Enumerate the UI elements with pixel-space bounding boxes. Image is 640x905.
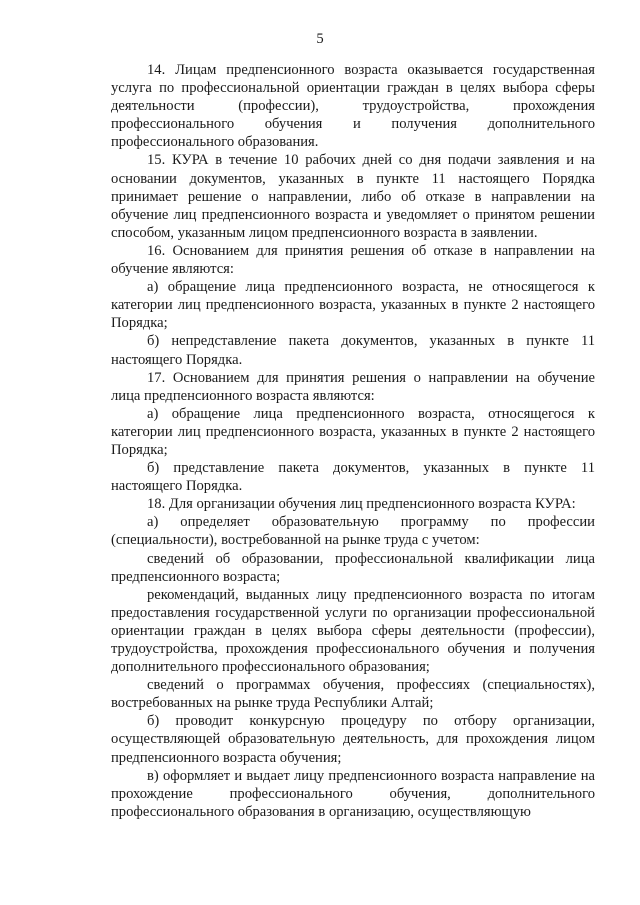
paragraph-18-a-item-1: сведений об образовании, профессиональной квалификации лица предпенсионного возраста;: [111, 550, 595, 585]
page-number: 5: [316, 31, 324, 47]
paragraph-18-a: а) определяет образовательную программу по профессии (специальности), востребованной на рынке труда с учетом:: [111, 514, 595, 549]
paragraph-16-a: а) обращение лица предпенсионного возраста, не относящегося к категории лиц предпенсионного возраста, указанных в пункте 2 настоящего Порядка;: [111, 279, 595, 332]
paragraph-18-b: б) проводит конкурсную процедуру по отбору организации, осуществляющей образовательную деятельность, для прохождения лицом предпенсионного возраста обучения;: [111, 713, 595, 766]
paragraph-17: 17. Основанием для принятия решения о направлении на обучение лица предпенсионного возраста являются:: [111, 369, 595, 404]
paragraph-18-v: в) оформляет и выдает лицу предпенсионного возраста направление на прохождение профессионального обучения, дополнительного профессионального образования в организацию, осуществляющую: [111, 767, 595, 820]
paragraph-17-a: а) обращение лица предпенсионного возраста, относящегося к категории лиц предпенсионного возраста, указанных в пункте 2 настоящего Порядка;: [111, 405, 595, 458]
paragraph-18-a-item-2: рекомендаций, выданных лицу предпенсионного возраста по итогам предоставления государственной услуги по организации профессиональной ориентации граждан в целях выбора сферы деятельности (профессии), трудоустройства, прохождения профессионального обучения и получения дополнительного профессионального образования;: [111, 586, 595, 676]
paragraph-18-a-item-3: сведений о программах обучения, профессиях (специальностях), востребованных на рынке труда Республики Алтай;: [111, 677, 595, 712]
document-body: [111, 61, 595, 821]
paragraph-17-b: б) представление пакета документов, указанных в пункте 11 настоящего Порядка.: [111, 460, 595, 495]
paragraph-15: 15. КУРА в течение 10 рабочих дней со дня подачи заявления и на основании документов, указанных в пункте 11 настоящего Порядка принимает решение о направлении, либо об отказе в направлении на обучение лиц предпенсионного возраста и уведомляет о принятом решении способом, указанным лицом предпенсионного возраста в заявлении.: [111, 152, 595, 241]
paragraph-18: 18. Для организации обучения лиц предпенсионного возраста КУРА:: [147, 496, 576, 513]
paragraph-16: 16. Основанием для принятия решения об отказе в направлении на обучение являются:: [111, 242, 595, 278]
paragraph-14: 14. Лицам предпенсионного возраста оказывается государственная услуга по профессиональной ориентации граждан в целях выбора сферы деятельности (профессии), трудоустройства, прохождения профессионального обучения и получения дополнительного профессионального образования.: [111, 62, 595, 151]
paragraph-16-b: б) непредставление пакета документов, указанных в пункте 11 настоящего Порядка.: [111, 333, 595, 368]
